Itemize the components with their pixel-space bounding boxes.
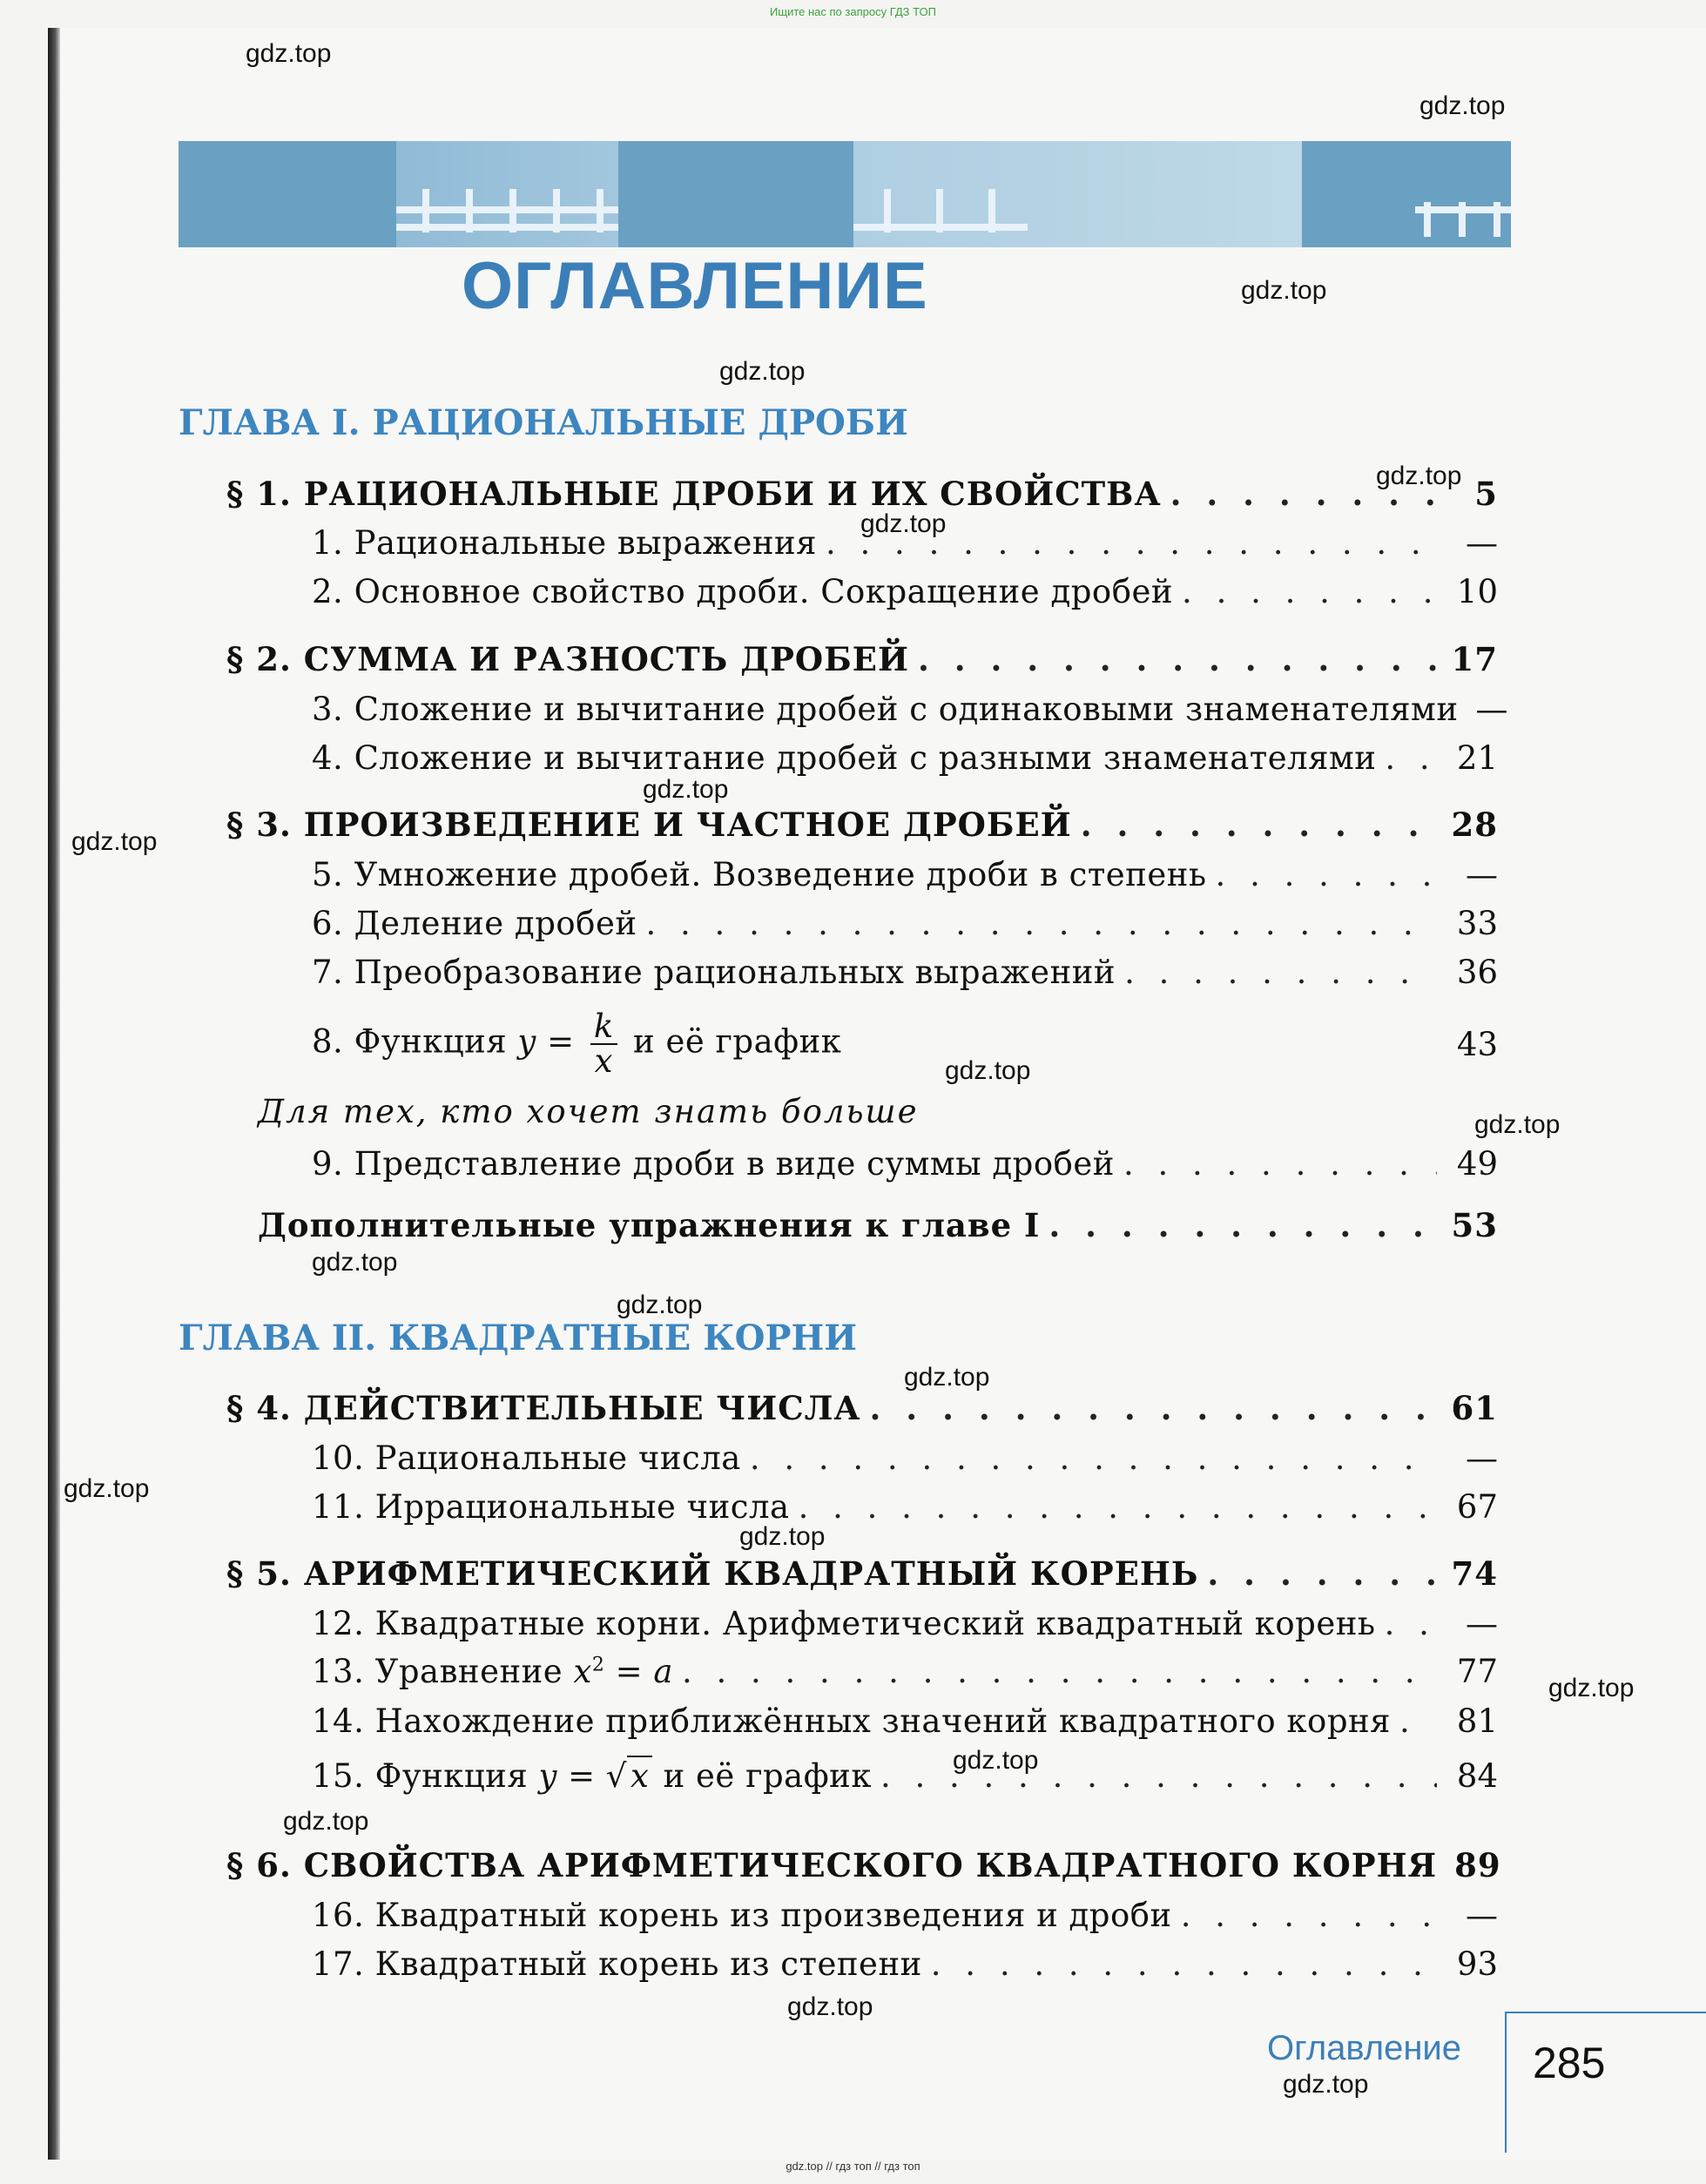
toc-label: 4. Сложение и вычитание дробей с разными знаменателями xyxy=(312,739,1377,777)
toc-leader xyxy=(918,640,1437,678)
toc-item-9[interactable] xyxy=(312,1145,1498,1183)
toc-label: § 3. ПРОИЗВЕДЕНИЕ И ЧАСТНОЕ ДРОБЕЙ xyxy=(226,806,1072,844)
toc-page: — xyxy=(1466,1897,1498,1934)
toc-leader xyxy=(1385,739,1437,777)
watermark: gdz.top xyxy=(739,1522,826,1551)
toc-leader xyxy=(1049,1206,1437,1244)
toc-label: Дополнительные упражнения к главе I xyxy=(258,1206,1041,1244)
toc-page: 33 xyxy=(1456,905,1498,942)
toc-additional-exercises-1[interactable] xyxy=(258,1206,1498,1244)
toc-item-16[interactable] xyxy=(312,1897,1498,1934)
watermark: gdz.top xyxy=(1283,2070,1369,2099)
toc-item-11[interactable] xyxy=(312,1488,1498,1526)
toc-item-4[interactable] xyxy=(312,739,1498,777)
toc-page: 5 xyxy=(1474,475,1498,513)
toc-page: 53 xyxy=(1451,1206,1498,1244)
banner-rail xyxy=(396,224,618,231)
formula-x: x xyxy=(573,1653,592,1690)
toc-page: 74 xyxy=(1451,1554,1498,1593)
toc-leader xyxy=(931,1945,1437,1983)
watermark: gdz.top xyxy=(1376,462,1462,490)
toc-section-6[interactable] xyxy=(226,1846,1501,1884)
toc-item-2[interactable] xyxy=(312,573,1498,610)
toc-leader xyxy=(1181,1897,1437,1934)
toc-label: 7. Преобразование рациональных выражений xyxy=(312,954,1116,991)
toc-item-12[interactable] xyxy=(312,1605,1498,1642)
formula-power: 2 xyxy=(591,1654,605,1676)
bottom-note: gdz.top // гдз топ // гдз топ xyxy=(786,2160,920,2173)
extra-section-heading: Для тех, кто хочет знать больше xyxy=(258,1093,919,1130)
top-note: Ищите нас по запросу ГДЗ ТОП xyxy=(770,5,936,18)
toc-item-8[interactable] xyxy=(312,1010,1498,1078)
toc-page: 77 xyxy=(1456,1653,1498,1690)
page-title: ОГЛАВЛЕНИЕ xyxy=(462,249,928,323)
toc-leader xyxy=(1081,806,1437,844)
banner-post xyxy=(553,189,560,233)
formula-y: y xyxy=(538,1757,557,1795)
toc-leader xyxy=(1124,954,1437,991)
toc-leader xyxy=(1123,1145,1437,1183)
book-spine xyxy=(48,28,60,2160)
watermark: gdz.top xyxy=(617,1291,703,1319)
sqrt-radicand: x xyxy=(627,1756,652,1795)
toc-page: 49 xyxy=(1456,1145,1498,1183)
watermark: gdz.top xyxy=(643,775,729,804)
toc-label xyxy=(312,1653,673,1690)
toc-label: 6. Деление дробей xyxy=(312,905,637,942)
toc-page: 61 xyxy=(1451,1389,1498,1427)
toc-label: 17. Квадратный корень из степени xyxy=(312,1945,922,1983)
sqrt-sign: √ xyxy=(605,1757,627,1795)
banner-post xyxy=(422,189,429,233)
banner-rail xyxy=(396,206,618,213)
toc-section-1[interactable] xyxy=(226,475,1498,513)
watermark: gdz.top xyxy=(71,827,158,856)
toc-page: 89 xyxy=(1454,1846,1501,1884)
toc-label: 2. Основное свойство дроби. Сокращение дробей xyxy=(312,573,1174,610)
toc-page: — xyxy=(1466,1605,1498,1642)
toc-label: 9. Представление дроби в виде суммы дробей xyxy=(312,1145,1115,1183)
header-banner xyxy=(179,141,1511,247)
watermark: gdz.top xyxy=(860,509,947,538)
banner-post xyxy=(509,189,516,233)
toc-page: 43 xyxy=(1456,1025,1498,1063)
watermark: gdz.top xyxy=(904,1363,990,1392)
toc-page: 84 xyxy=(1456,1757,1498,1795)
watermark: gdz.top xyxy=(945,1056,1031,1085)
banner-block xyxy=(179,141,396,247)
toc-page: — xyxy=(1466,1439,1498,1477)
toc-label: § 2. СУММА И РАЗНОСТЬ ДРОБЕЙ xyxy=(226,640,909,678)
toc-leader xyxy=(646,905,1438,942)
toc-leader xyxy=(1207,1554,1437,1593)
banner-post xyxy=(1424,202,1431,237)
formula-prefix: 13. Уравнение xyxy=(312,1653,563,1690)
formula-suffix: и её график xyxy=(633,1022,842,1061)
chapter-1-title: ГЛАВА I. РАЦИОНАЛЬНЫЕ ДРОБИ xyxy=(179,402,908,443)
toc-page: — xyxy=(1466,524,1498,562)
toc-item-5[interactable] xyxy=(312,856,1498,893)
toc-label: 10. Рациональные числа xyxy=(312,1439,741,1477)
formula-prefix: 15. Функция xyxy=(312,1757,529,1795)
toc-label: 12. Квадратные корни. Арифметический квадратный корень xyxy=(312,1605,1376,1642)
watermark: gdz.top xyxy=(719,357,806,386)
formula-a: a xyxy=(653,1653,673,1690)
toc-item-6[interactable] xyxy=(312,905,1498,942)
watermark: gdz.top xyxy=(283,1807,369,1836)
banner-post xyxy=(936,189,943,233)
banner-post xyxy=(1494,202,1500,237)
toc-page: — xyxy=(1466,856,1498,893)
toc-page: 93 xyxy=(1456,1945,1498,1983)
formula-equals: = xyxy=(615,1653,644,1690)
formula-y: y xyxy=(517,1022,536,1061)
toc-label: 5. Умножение дробей. Возведение дроби в степень xyxy=(312,856,1207,893)
toc-page: 36 xyxy=(1456,954,1498,991)
toc-label: § 5. АРИФМЕТИЧЕСКИЙ КВАДРАТНЫЙ КОРЕНЬ xyxy=(226,1554,1199,1593)
banner-block xyxy=(618,141,853,247)
toc-page: 67 xyxy=(1456,1488,1498,1526)
toc-label: § 1. РАЦИОНАЛЬНЫЕ ДРОБИ И ИХ СВОЙСТВА xyxy=(226,475,1162,513)
toc-label: 1. Рациональные выражения xyxy=(312,524,818,562)
toc-leader xyxy=(1216,856,1437,893)
toc-item-10[interactable] xyxy=(312,1439,1498,1477)
toc-section-2[interactable] xyxy=(226,640,1498,678)
toc-item-17[interactable] xyxy=(312,1945,1498,1983)
fraction-k-over-x xyxy=(590,1010,617,1078)
formula-prefix: 8. Функция xyxy=(312,1022,508,1061)
toc-item-14[interactable] xyxy=(312,1702,1498,1740)
banner-post xyxy=(988,189,995,233)
toc-page: — xyxy=(1475,691,1508,728)
toc-label xyxy=(312,1757,872,1795)
watermark: gdz.top xyxy=(246,39,332,68)
toc-leader xyxy=(750,1439,1437,1477)
toc-section-4[interactable] xyxy=(226,1389,1498,1427)
toc-label xyxy=(312,1010,841,1078)
formula-equals: = xyxy=(568,1757,596,1795)
toc-leader xyxy=(1399,1702,1437,1740)
watermark: gdz.top xyxy=(787,1992,873,2021)
fraction-denominator: x xyxy=(594,1042,613,1080)
toc-leader xyxy=(682,1653,1437,1690)
banner-post xyxy=(466,189,473,233)
toc-page: 81 xyxy=(1456,1702,1498,1740)
toc-label: § 4. ДЕЙСТВИТЕЛЬНЫЕ ЧИСЛА xyxy=(226,1389,861,1427)
page-number: 285 xyxy=(1533,2039,1606,2087)
toc-item-15[interactable] xyxy=(312,1757,1498,1795)
toc-leader xyxy=(1385,1605,1437,1642)
watermark: gdz.top xyxy=(1419,91,1506,120)
formula-suffix: и её график xyxy=(663,1757,872,1795)
watermark: gdz.top xyxy=(64,1474,150,1503)
fraction-numerator: k xyxy=(590,1010,617,1045)
toc-item-3[interactable] xyxy=(312,691,1508,728)
formula-equals: = xyxy=(547,1022,575,1061)
toc-label: § 6. СВОЙСТВА АРИФМЕТИЧЕСКОГО КВАДРАТНОГО КОРНЯ xyxy=(226,1846,1438,1884)
footer-section-label: Оглавление xyxy=(1267,2029,1462,2067)
toc-label: 3. Сложение и вычитание дробей с одинаковыми знаменателями xyxy=(312,691,1459,728)
banner-post xyxy=(884,189,891,233)
toc-section-5[interactable] xyxy=(226,1554,1498,1593)
toc-leader xyxy=(1182,573,1437,610)
toc-label: 11. Иррациональные числа xyxy=(312,1488,790,1526)
banner-post xyxy=(597,189,604,233)
toc-leader xyxy=(799,1488,1437,1526)
chapter-2-title: ГЛАВА II. КВАДРАТНЫЕ КОРНИ xyxy=(179,1318,858,1358)
watermark: gdz.top xyxy=(1548,1674,1635,1702)
toc-page: 17 xyxy=(1451,640,1498,678)
banner-post xyxy=(1459,202,1466,237)
watermark: gdz.top xyxy=(312,1248,398,1277)
toc-page: 21 xyxy=(1456,739,1498,777)
watermark: gdz.top xyxy=(1474,1110,1561,1139)
watermark: gdz.top xyxy=(1241,276,1327,305)
toc-label: 14. Нахождение приближённых значений квадратного корня xyxy=(312,1702,1392,1740)
toc-section-3[interactable] xyxy=(226,806,1498,844)
toc-leader xyxy=(870,1389,1437,1427)
toc-page: 10 xyxy=(1456,573,1498,610)
watermark: gdz.top xyxy=(953,1746,1039,1775)
banner-block xyxy=(1302,141,1511,247)
toc-item-13[interactable] xyxy=(312,1653,1498,1690)
toc-item-7[interactable] xyxy=(312,954,1498,991)
toc-page: 28 xyxy=(1451,806,1498,844)
toc-label: 16. Квадратный корень из произведения и дроби xyxy=(312,1897,1172,1934)
